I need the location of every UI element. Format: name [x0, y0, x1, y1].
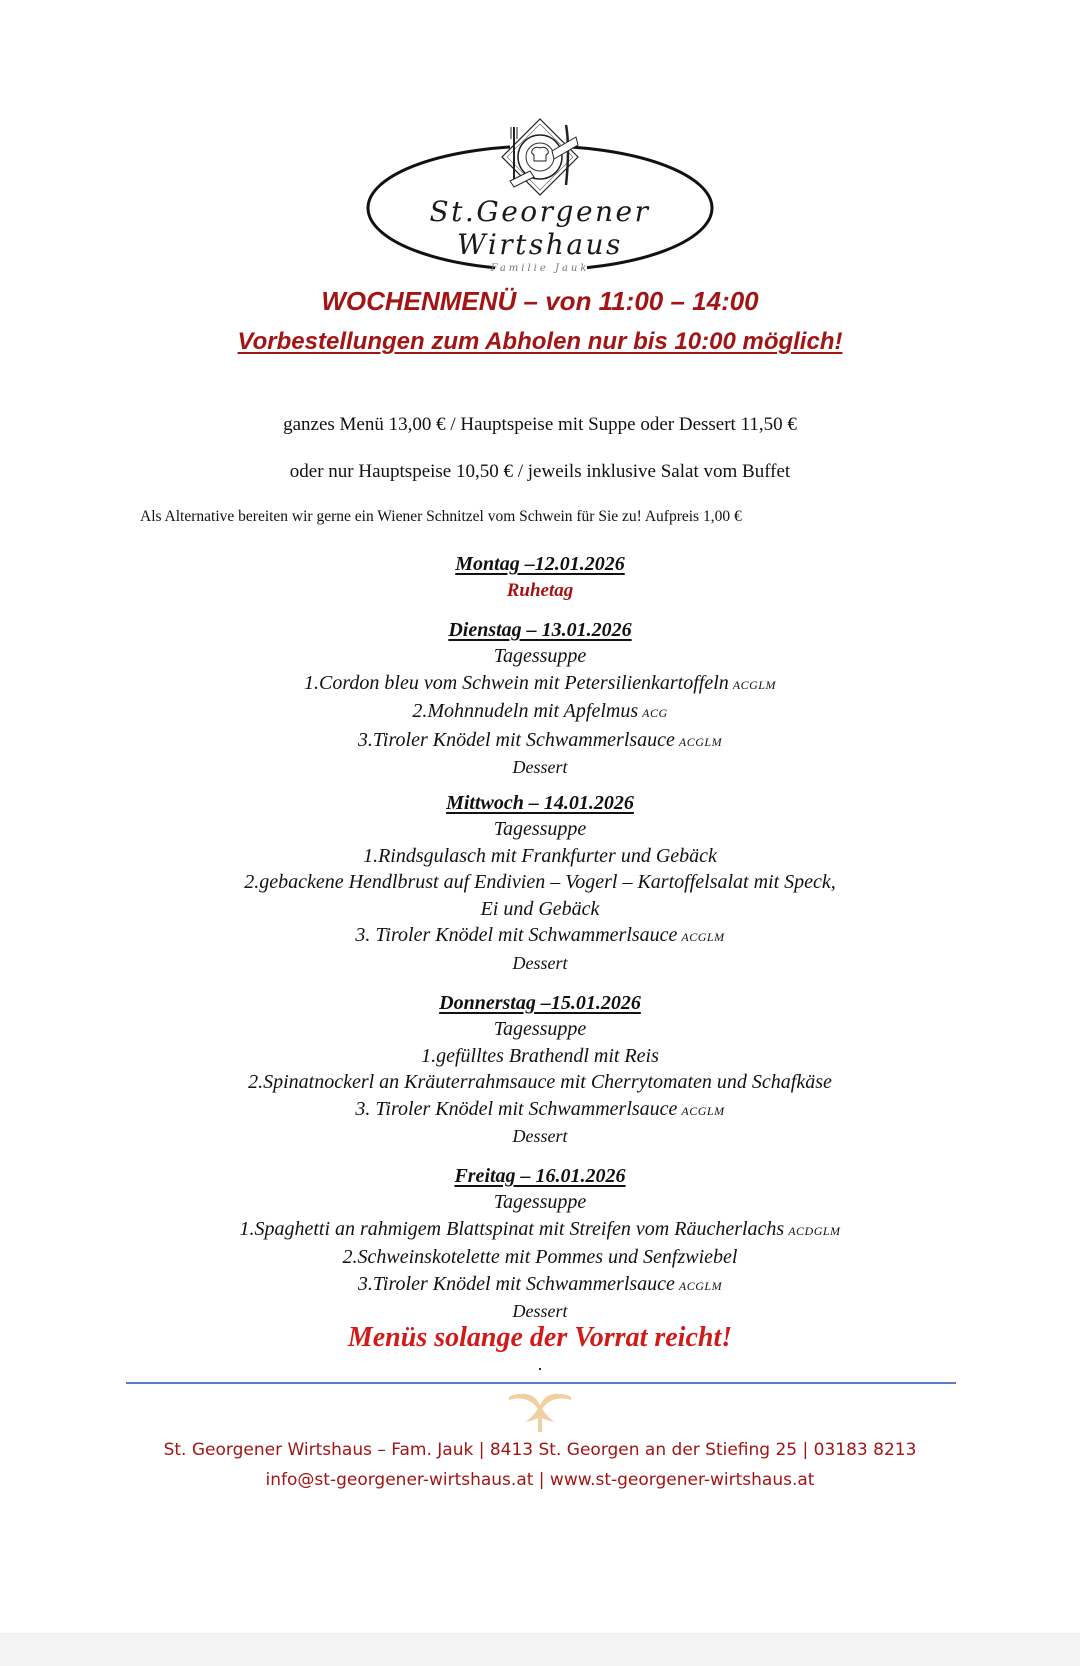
dish-item — [0, 727, 1080, 756]
dish-item — [0, 1216, 1080, 1245]
day-heading: Freitag – 16.01.2026 — [454, 1165, 626, 1187]
alternative-offer: Als Alternative bereiten wir gerne ein Wiener Schnitzel vom Schwein für Sie zu! Aufpreis 1,00 € — [140, 508, 742, 525]
viewer-bottom-band — [0, 1633, 1080, 1666]
stray-dot — [539, 1368, 541, 1370]
dish-name: 3. Tiroler Knödel mit Schwammerlsauce — [355, 924, 678, 947]
pricing-line-1: ganzes Menü 13,00 € / Hauptspeise mit Suppe oder Dessert 11,50 € — [283, 414, 797, 435]
pricing-line-2: oder nur Hauptspeise 10,50 € / jeweils inklusive Salat vom Buffet — [289, 461, 791, 482]
dish-item — [0, 670, 1080, 699]
dessert-item: Dessert — [512, 1301, 568, 1322]
dish-item-continued — [0, 896, 1080, 923]
soup-item: Tagessuppe — [493, 1191, 587, 1213]
dish-name: 2.Spinatnockerl an Kräuterrahmsauce mit Cherrytomaten und Schafkäse — [248, 1071, 832, 1094]
day-tuesday — [0, 617, 1080, 779]
dish-name: 1.gefülltes Brathendl mit Reis — [421, 1044, 659, 1067]
dish-name: 2.Mohnnudeln mit Apfelmus — [412, 700, 639, 723]
dessert-item: Dessert — [512, 952, 568, 973]
dish-name: 3. Tiroler Knödel mit Schwammerlsauce — [355, 1097, 678, 1120]
dish-item — [0, 1271, 1080, 1300]
allergen-codes: ACGLM — [678, 1278, 723, 1293]
brand-subtitle: Familie Jauk — [490, 263, 590, 274]
day-heading: Mittwoch – 14.01.2026 — [446, 792, 634, 814]
dish-name: 3.Tiroler Knödel mit Schwammerlsauce — [357, 1272, 675, 1295]
dessert-item: Dessert — [512, 757, 568, 778]
availability-notice: Menüs solange der Vorrat reicht! — [347, 1322, 733, 1353]
preorder-notice: Vorbestellungen zum Abholen nur bis 10:00 möglich! — [237, 328, 843, 355]
dish-item — [0, 698, 1080, 727]
dish-name: 2.Schweinskotelette mit Pommes und Senfzwiebel — [342, 1246, 738, 1269]
restaurant-logo — [360, 115, 720, 285]
dish-item — [0, 1069, 1080, 1096]
allergen-codes: ACGLM — [681, 930, 725, 945]
footer-contact: info@st-georgener-wirtshaus.at | www.st-georgener-wirtshaus.at — [265, 1470, 815, 1490]
dessert-item: Dessert — [512, 1126, 568, 1147]
dish-name: 1.Cordon bleu vom Schwein mit Petersilienkartoffeln — [304, 671, 729, 694]
dish-item — [0, 1096, 1080, 1125]
day-thursday — [0, 990, 1080, 1148]
plate-cutlery-chef-hat-icon — [502, 119, 578, 195]
dish-item — [0, 1043, 1080, 1070]
dish-item — [0, 869, 1080, 896]
dish-name: 1.Spaghetti an rahmigem Blattspinat mit Streifen vom Räucherlachs — [239, 1217, 785, 1240]
allergen-codes: ACDGLM — [788, 1223, 841, 1238]
dish-name: Ei und Gebäck — [480, 897, 600, 920]
day-heading: Montag –12.01.2026 — [455, 553, 625, 575]
day-monday — [0, 551, 1080, 604]
day-friday — [0, 1163, 1080, 1323]
soup-item: Tagessuppe — [493, 818, 587, 840]
closed-day-note: Ruhetag — [506, 580, 574, 601]
dish-name: 1.Rindsgulasch mit Frankfurter und Gebäck — [363, 844, 717, 867]
dish-name: 2.gebackene Hendlbrust auf Endivien – Vogerl – Kartoffelsalat mit Speck, — [244, 871, 836, 894]
footer-address: St. Georgener Wirtshaus – Fam. Jauk | 8413 St. Georgen an der Stiefing 25 | 03183 8213 — [163, 1440, 917, 1460]
brand-name: St.Georgener Wirtshaus — [429, 195, 651, 261]
dish-item — [0, 843, 1080, 870]
allergen-codes: ACG — [642, 706, 668, 721]
dish-item — [0, 922, 1080, 951]
soup-item: Tagessuppe — [493, 645, 587, 667]
dish-item — [0, 1244, 1080, 1271]
dish-name: 3.Tiroler Knödel mit Schwammerlsauce — [357, 728, 675, 751]
page-title: WOCHENMENÜ – von 11:00 – 14:00 — [321, 286, 759, 316]
day-heading: Donnerstag –15.01.2026 — [439, 992, 641, 1014]
day-heading: Dienstag – 13.01.2026 — [448, 619, 632, 641]
allergen-codes: ACGLM — [732, 677, 776, 692]
soup-item: Tagessuppe — [493, 1018, 587, 1040]
day-wednesday — [0, 790, 1080, 975]
allergen-codes: ACGLM — [681, 1103, 725, 1118]
footer-divider — [126, 1382, 956, 1384]
floral-ornament-icon — [505, 1386, 575, 1437]
allergen-codes: ACGLM — [678, 734, 723, 749]
